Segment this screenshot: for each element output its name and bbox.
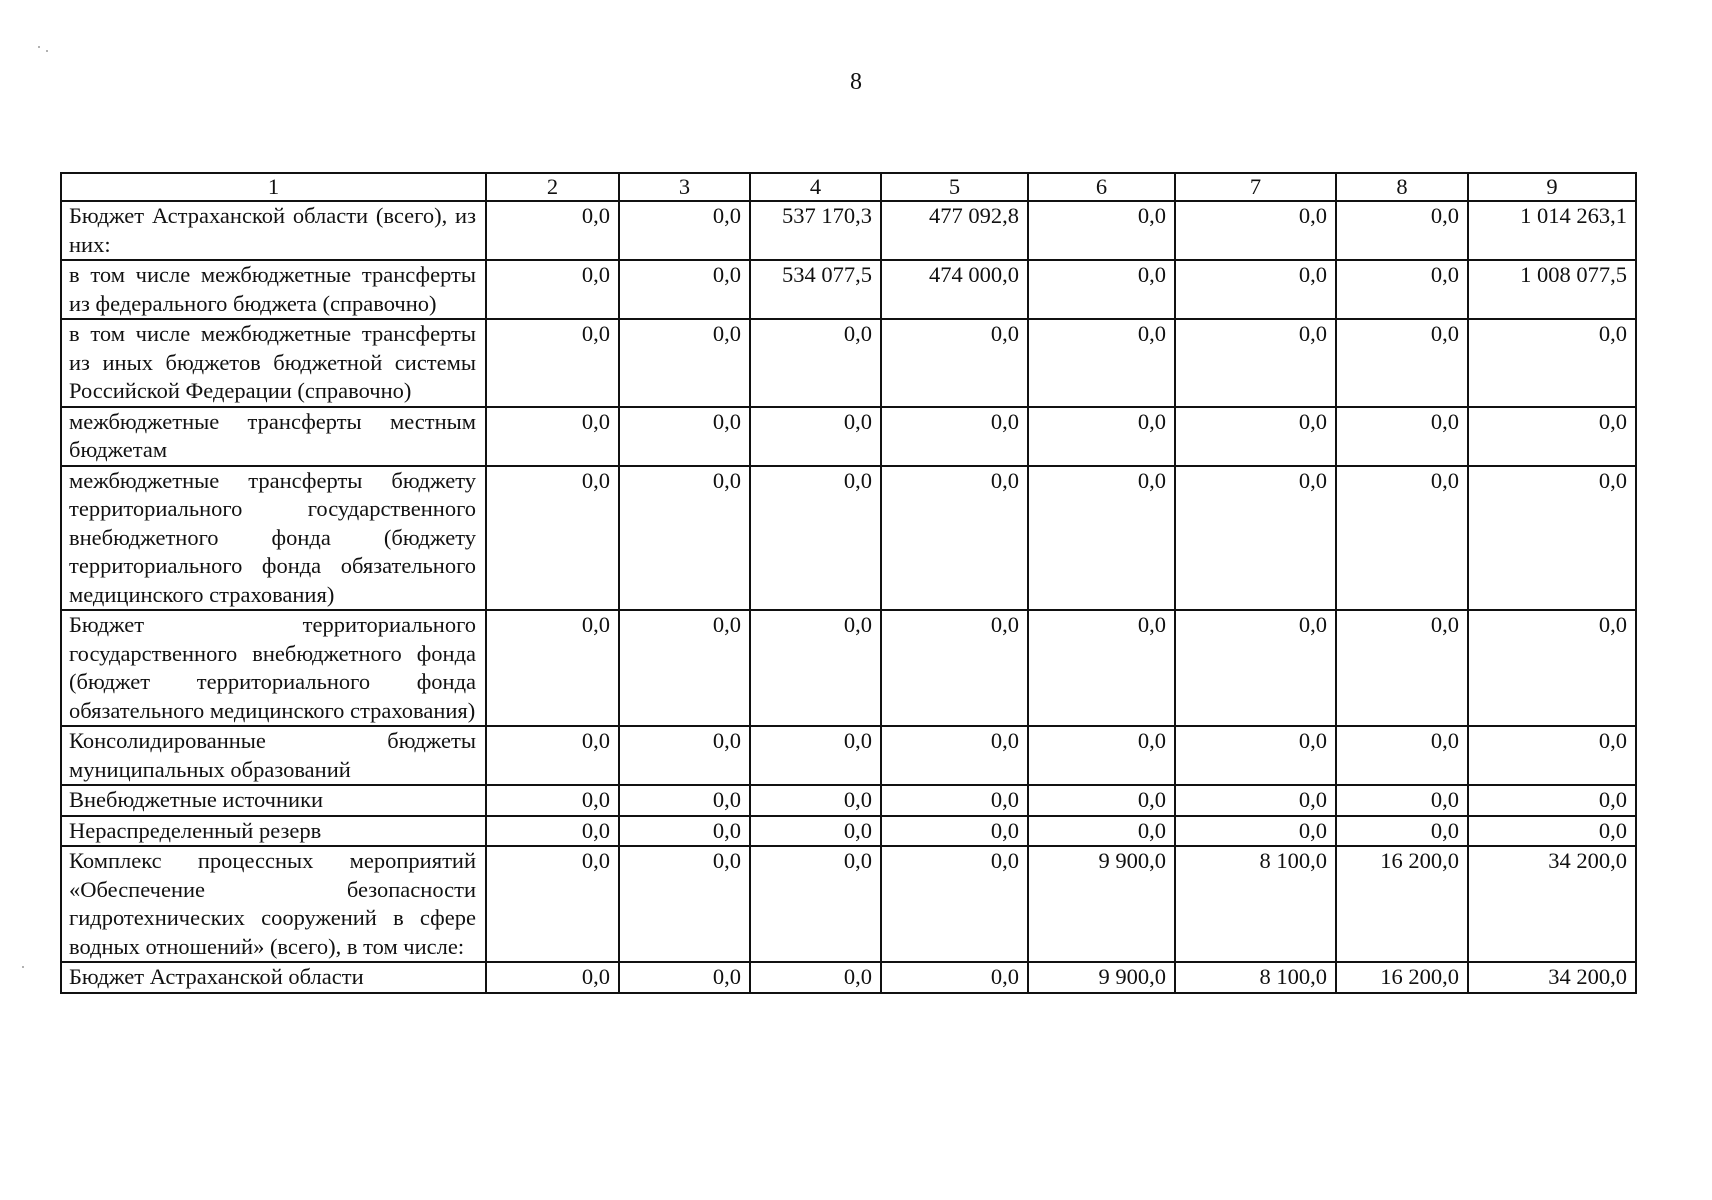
value-cell: 0,0 — [1028, 610, 1175, 726]
value-cell: 9 900,0 — [1028, 962, 1175, 993]
value-cell: 0,0 — [881, 846, 1028, 962]
value-cell: 0,0 — [1028, 466, 1175, 611]
table-body — [61, 173, 1636, 993]
table-row — [61, 407, 1636, 466]
value-cell: 1 014 263,1 — [1468, 201, 1636, 260]
value-cell: 0,0 — [750, 726, 881, 785]
column-header: 4 — [750, 173, 881, 201]
value-cell: 0,0 — [486, 201, 619, 260]
scan-speck — [22, 966, 24, 968]
row-label: в том числе межбюджетные трансферты из иных бюджетов бюджетной системы Российской Федерации (справочно) — [61, 319, 486, 407]
column-header: 9 — [1468, 173, 1636, 201]
row-label: в том числе межбюджетные трансферты из федерального бюджета (справочно) — [61, 260, 486, 319]
value-cell: 0,0 — [750, 407, 881, 466]
value-cell: 0,0 — [619, 610, 750, 726]
table-row — [61, 610, 1636, 726]
value-cell: 0,0 — [750, 610, 881, 726]
table-row — [61, 785, 1636, 816]
value-cell: 0,0 — [1468, 610, 1636, 726]
column-header: 6 — [1028, 173, 1175, 201]
value-cell: 0,0 — [1468, 726, 1636, 785]
value-cell: 0,0 — [1175, 726, 1336, 785]
value-cell: 0,0 — [486, 466, 619, 611]
table-row — [61, 319, 1636, 407]
value-cell: 0,0 — [1336, 260, 1468, 319]
value-cell: 0,0 — [619, 846, 750, 962]
column-header: 1 — [61, 173, 486, 201]
value-cell: 0,0 — [1336, 785, 1468, 816]
column-header: 8 — [1336, 173, 1468, 201]
value-cell: 0,0 — [1028, 726, 1175, 785]
value-cell: 9 900,0 — [1028, 846, 1175, 962]
table-row — [61, 260, 1636, 319]
value-cell: 0,0 — [619, 260, 750, 319]
value-cell: 0,0 — [881, 407, 1028, 466]
column-header: 7 — [1175, 173, 1336, 201]
value-cell: 0,0 — [750, 319, 881, 407]
column-header: 5 — [881, 173, 1028, 201]
row-label: Бюджет Астраханской области (всего), из них: — [61, 201, 486, 260]
value-cell: 0,0 — [619, 466, 750, 611]
value-cell: 0,0 — [750, 962, 881, 993]
value-cell: 0,0 — [881, 785, 1028, 816]
value-cell: 0,0 — [881, 466, 1028, 611]
row-label: Комплекс процессных мероприятий «Обеспечение безопасности гидротехнических сооружений в сфере водных отношений» (всего), в том числе: — [61, 846, 486, 962]
value-cell: 0,0 — [1336, 610, 1468, 726]
budget-table — [60, 172, 1637, 994]
value-cell: 0,0 — [486, 260, 619, 319]
value-cell: 0,0 — [1175, 201, 1336, 260]
value-cell: 16 200,0 — [1336, 962, 1468, 993]
value-cell: 0,0 — [1468, 816, 1636, 847]
value-cell: 0,0 — [750, 846, 881, 962]
value-cell: 537 170,3 — [750, 201, 881, 260]
value-cell: 0,0 — [1175, 319, 1336, 407]
row-label: Консолидированные бюджеты муниципальных образований — [61, 726, 486, 785]
value-cell: 0,0 — [1175, 816, 1336, 847]
column-header: 3 — [619, 173, 750, 201]
value-cell: 0,0 — [619, 816, 750, 847]
value-cell: 0,0 — [1028, 785, 1175, 816]
value-cell: 0,0 — [1175, 466, 1336, 611]
value-cell: 0,0 — [1468, 785, 1636, 816]
value-cell: 0,0 — [619, 726, 750, 785]
value-cell: 0,0 — [1028, 319, 1175, 407]
value-cell: 0,0 — [619, 319, 750, 407]
value-cell: 0,0 — [1336, 726, 1468, 785]
value-cell: 0,0 — [1468, 407, 1636, 466]
value-cell: 0,0 — [486, 785, 619, 816]
row-label: Бюджет территориального государственного внебюджетного фонда (бюджет территориального фонда обязательного медицинского страхования) — [61, 610, 486, 726]
value-cell: 0,0 — [486, 726, 619, 785]
table-row — [61, 726, 1636, 785]
value-cell: 0,0 — [881, 726, 1028, 785]
value-cell: 0,0 — [881, 610, 1028, 726]
row-label: Бюджет Астраханской области — [61, 962, 486, 993]
scan-speck — [38, 46, 40, 48]
value-cell: 0,0 — [1028, 201, 1175, 260]
value-cell: 534 077,5 — [750, 260, 881, 319]
value-cell: 34 200,0 — [1468, 962, 1636, 993]
table-header-row — [61, 173, 1636, 201]
value-cell: 0,0 — [486, 846, 619, 962]
value-cell: 0,0 — [1028, 816, 1175, 847]
value-cell: 0,0 — [1468, 319, 1636, 407]
row-label: Нераспределенный резерв — [61, 816, 486, 847]
value-cell: 0,0 — [1336, 816, 1468, 847]
value-cell: 0,0 — [1468, 466, 1636, 611]
table-row — [61, 201, 1636, 260]
value-cell: 0,0 — [1028, 407, 1175, 466]
value-cell: 0,0 — [619, 785, 750, 816]
value-cell: 0,0 — [619, 407, 750, 466]
value-cell: 0,0 — [1336, 319, 1468, 407]
value-cell: 1 008 077,5 — [1468, 260, 1636, 319]
value-cell: 0,0 — [1336, 466, 1468, 611]
value-cell: 0,0 — [486, 319, 619, 407]
table-row — [61, 846, 1636, 962]
table-row — [61, 962, 1636, 993]
value-cell: 0,0 — [750, 466, 881, 611]
table-row — [61, 816, 1636, 847]
value-cell: 0,0 — [619, 962, 750, 993]
value-cell: 8 100,0 — [1175, 846, 1336, 962]
value-cell: 16 200,0 — [1336, 846, 1468, 962]
table-row — [61, 466, 1636, 611]
value-cell: 0,0 — [486, 407, 619, 466]
value-cell: 0,0 — [486, 962, 619, 993]
value-cell: 0,0 — [619, 201, 750, 260]
value-cell: 34 200,0 — [1468, 846, 1636, 962]
value-cell: 0,0 — [1175, 260, 1336, 319]
value-cell: 0,0 — [1175, 785, 1336, 816]
value-cell: 0,0 — [1175, 610, 1336, 726]
value-cell: 0,0 — [750, 785, 881, 816]
value-cell: 8 100,0 — [1175, 962, 1336, 993]
page-number: 8 — [850, 69, 862, 95]
value-cell: 0,0 — [881, 962, 1028, 993]
row-label: Внебюджетные источники — [61, 785, 486, 816]
value-cell: 477 092,8 — [881, 201, 1028, 260]
row-label: межбюджетные трансферты местным бюджетам — [61, 407, 486, 466]
value-cell: 0,0 — [1336, 201, 1468, 260]
row-label: межбюджетные трансферты бюджету территориального государственного внебюджетного фонда (бюджету территориального фонда обязательного медицинского страхования) — [61, 466, 486, 611]
column-header: 2 — [486, 173, 619, 201]
value-cell: 0,0 — [1175, 407, 1336, 466]
value-cell: 0,0 — [750, 816, 881, 847]
value-cell: 0,0 — [1028, 260, 1175, 319]
value-cell: 0,0 — [486, 816, 619, 847]
scan-speck — [46, 50, 48, 52]
value-cell: 0,0 — [1336, 407, 1468, 466]
value-cell: 474 000,0 — [881, 260, 1028, 319]
value-cell: 0,0 — [486, 610, 619, 726]
value-cell: 0,0 — [881, 319, 1028, 407]
value-cell: 0,0 — [881, 816, 1028, 847]
